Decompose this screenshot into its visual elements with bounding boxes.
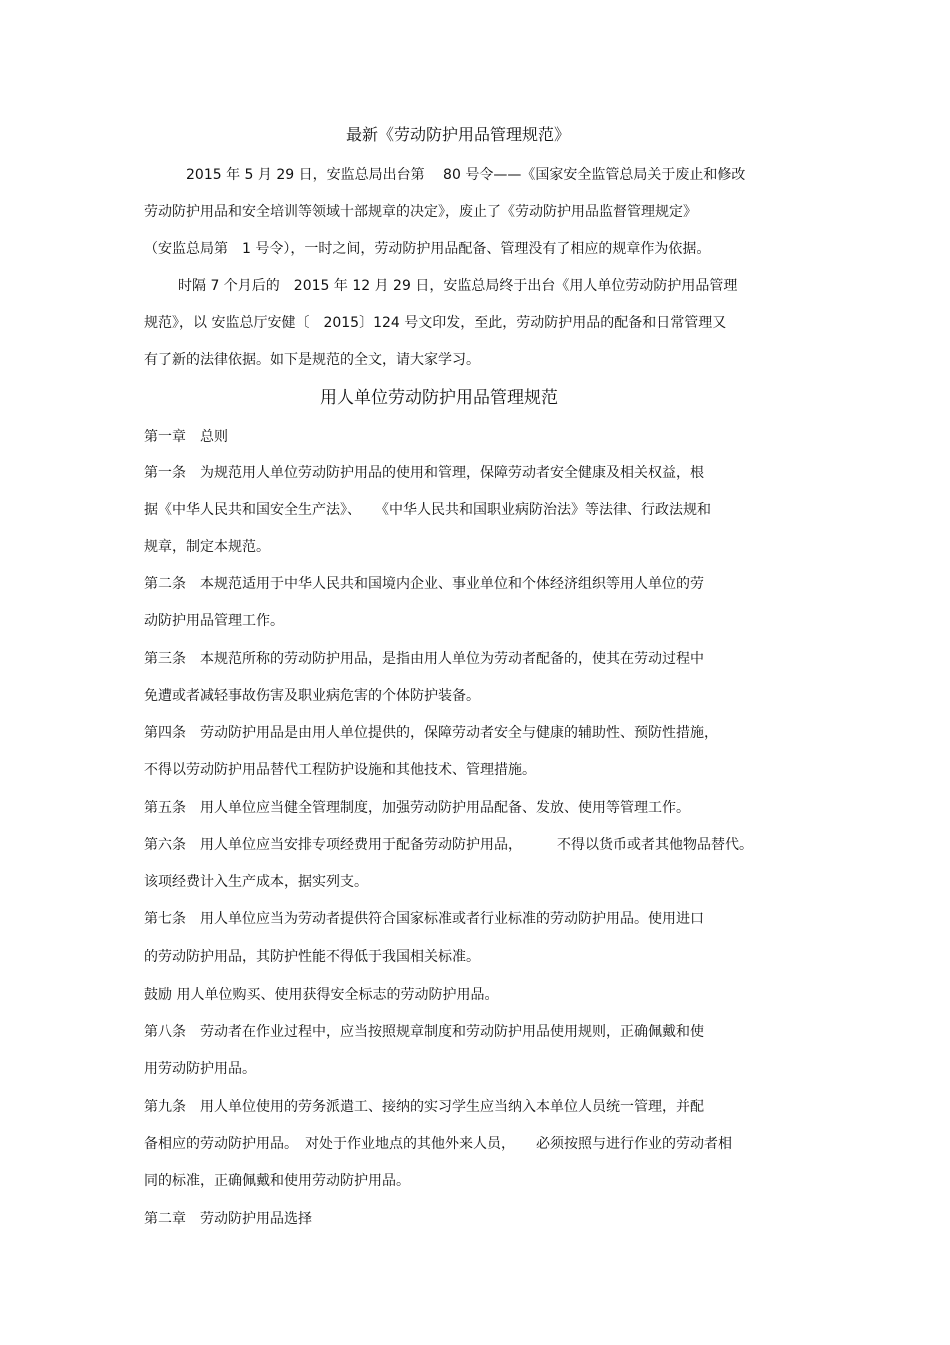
article-line: 据《中华人民共和国安全生产法》、 《中华人民共和国职业病防治法》等法律、行政法规和 xyxy=(144,502,711,518)
article-line: 第二条 本规范适用于中华人民共和国境内企业、事业单位和个体经济组织等用人单位的劳 xyxy=(144,576,704,592)
intro-line: 时隔 7 个月后的 2015 年 12 月 29 日，安监总局终于出台《用人单位劳动防护用品管理 xyxy=(178,278,738,294)
article-line: 用劳动防护用品。 xyxy=(144,1061,256,1077)
article-line: 第四条 劳动防护用品是由用人单位提供的，保障劳动者安全与健康的辅助性、预防性措施， xyxy=(144,725,718,741)
article-line: 同的标准，正确佩戴和使用劳动防护用品。 xyxy=(144,1173,410,1189)
article-line: 第五条 用人单位应当健全管理制度，加强劳动防护用品配备、发放、使用等管理工作。 xyxy=(144,800,690,816)
article-line: 免遭或者减轻事故伤害及职业病危害的个体防护装备。 xyxy=(144,688,480,704)
article-line: 该项经费计入生产成本，据实列支。 xyxy=(144,874,368,890)
article-line: 规章，制定本规范。 xyxy=(144,539,270,555)
intro-line: （安监总局第 1 号令），一时之间，劳动防护用品配备、管理没有了相应的规章作为依据。 xyxy=(144,241,711,257)
intro-line: 规范》，以 安监总厅安健〔 2015〕124 号文印发，至此，劳动防护用品的配备和日常管理又 xyxy=(144,315,727,331)
article-line: 鼓励 用人单位购买、使用获得安全标志的劳动防护用品。 xyxy=(144,987,499,1003)
intro-line: 有了新的法律依据。如下是规范的全文，请大家学习。 xyxy=(144,352,480,368)
chapter-heading: 第一章 总则 xyxy=(144,429,228,445)
article-line: 第九条 用人单位使用的劳务派遣工、接纳的实习学生应当纳入本单位人员统一管理，并配 xyxy=(144,1099,704,1115)
article-line: 第七条 用人单位应当为劳动者提供符合国家标准或者行业标准的劳动防护用品。使用进口 xyxy=(144,911,704,927)
article-line: 动防护用品管理工作。 xyxy=(144,613,284,629)
article-line: 的劳动防护用品，其防护性能不得低于我国相关标准。 xyxy=(144,949,480,965)
regulation-title: 用人单位劳动防护用品管理规范 xyxy=(320,388,558,408)
intro-line: 劳动防护用品和安全培训等领域十部规章的决定》，废止了《劳动防护用品监督管理规定》 xyxy=(144,204,697,220)
document-title: 最新《劳动防护用品管理规范》 xyxy=(346,125,571,144)
article-line: 不得以劳动防护用品替代工程防护设施和其他技术、管理措施。 xyxy=(144,762,536,778)
article-line: 备相应的劳动防护用品。 对处于作业地点的其他外来人员， 必须按照与进行作业的劳动者相 xyxy=(144,1136,732,1152)
article-line: 第一条 为规范用人单位劳动防护用品的使用和管理，保障劳动者安全健康及相关权益，根 xyxy=(144,465,704,481)
intro-line: 2015 年 5 月 29 日，安监总局出台第 80 号令——《国家安全监管总局关于废止和修改 xyxy=(186,167,746,183)
article-line: 第三条 本规范所称的劳动防护用品，是指由用人单位为劳动者配备的，使其在劳动过程中 xyxy=(144,651,704,667)
chapter-heading: 第二章 劳动防护用品选择 xyxy=(144,1211,312,1227)
article-line: 第六条 用人单位应当安排专项经费用于配备劳动防护用品， 不得以货币或者其他物品替代。 xyxy=(144,837,753,853)
article-line: 第八条 劳动者在作业过程中，应当按照规章制度和劳动防护用品使用规则，正确佩戴和使 xyxy=(144,1024,704,1040)
